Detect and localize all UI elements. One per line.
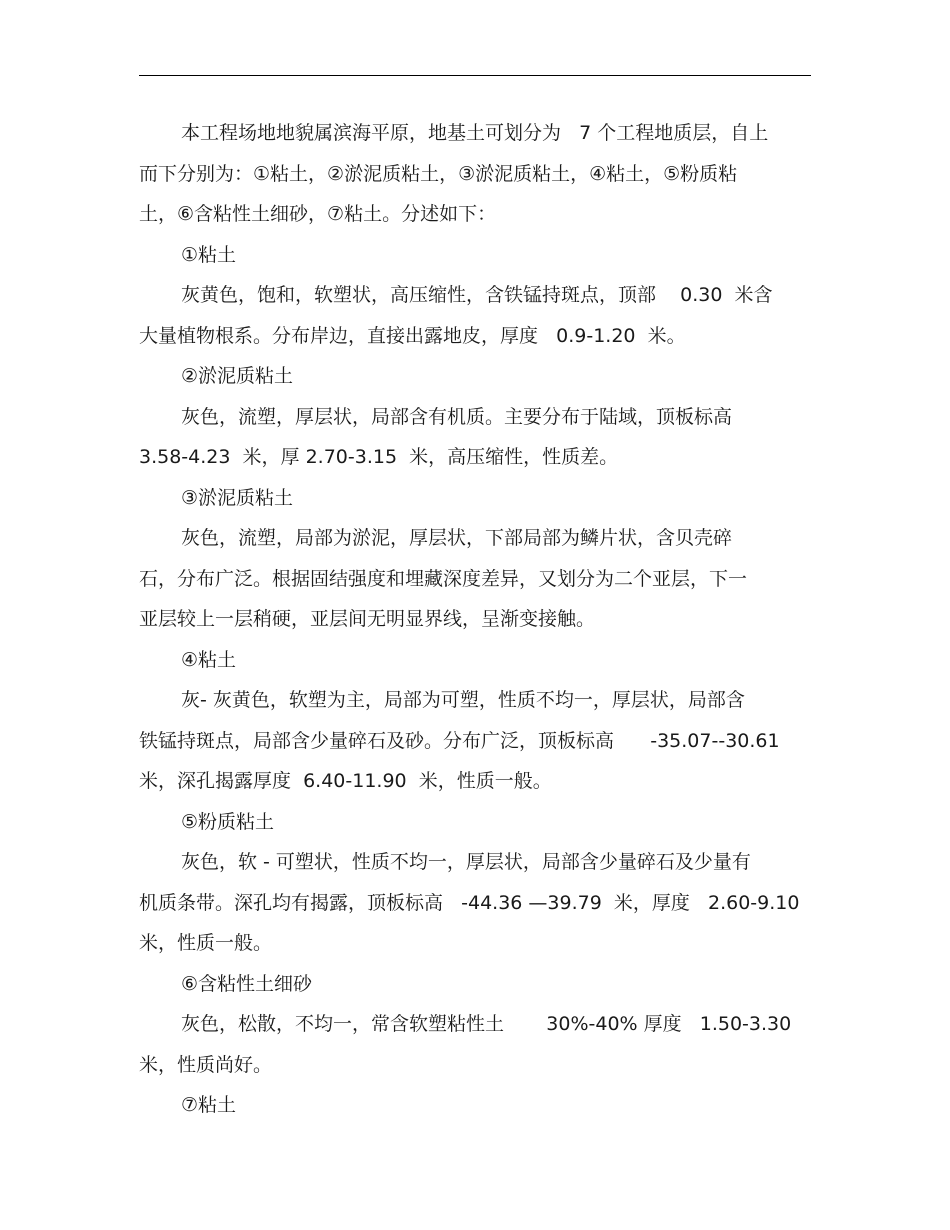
text-line: 铁锰持斑点，局部含少量碎石及砂。分布广泛，顶板标高 -35.07--30.61	[139, 730, 780, 752]
text-line: 米，性质一般。	[139, 932, 273, 954]
text-line: 大量植物根系。分布岸边，直接出露地皮，厚度 0.9-1.20 米。	[139, 325, 686, 347]
text-line: 而下分别为：①粘土，②淤泥质粘土，③淤泥质粘土，④粘土，⑤粉质粘	[139, 163, 738, 185]
text-line: 机质条带。深孔均有揭露，顶板标高 -44.36 —39.79 米，厚度 2.60-9.10	[139, 892, 800, 914]
text-line: 灰- 灰黄色，软塑为主，局部为可塑，性质不均一，厚层状，局部含	[181, 689, 745, 711]
text-line: ③淤泥质粘土	[181, 487, 294, 509]
text-line: ⑦粘土	[181, 1094, 237, 1116]
text-line: ①粘土	[181, 244, 237, 266]
text-line: 3.58-4.23 米，厚 2.70-3.15 米，高压缩性，性质差。	[139, 446, 619, 468]
text-line: 灰黄色，饱和，软塑状，高压缩性，含铁锰持斑点，顶部 0.30 米含	[181, 284, 773, 306]
header-rule	[139, 75, 811, 76]
text-line: 米，深孔揭露厚度 6.40-11.90 米，性质一般。	[139, 770, 552, 792]
text-line: ⑥含粘性土细砂	[181, 973, 313, 995]
text-line: 石，分布广泛。根据固结强度和埋藏深度差异，又划分为二个亚层，下一	[139, 568, 748, 590]
text-line: 亚层较上一层稍硬，亚层间无明显界线，呈渐变接触。	[139, 608, 596, 630]
text-line: 灰色，软 - 可塑状，性质不均一，厚层状，局部含少量碎石及少量有	[181, 851, 751, 873]
text-line: 土，⑥含粘性土细砂，⑦粘土。分述如下：	[139, 203, 497, 225]
text-line: ②淤泥质粘土	[181, 365, 294, 387]
text-line: 灰色，松散，不均一，常含软塑粘性土 30%-40% 厚度 1.50-3.30	[181, 1013, 792, 1035]
text-line: ④粘土	[181, 649, 237, 671]
text-line: 米，性质尚好。	[139, 1054, 273, 1076]
text-line: 灰色，流塑，厚层状，局部含有机质。主要分布于陆域，顶板标高	[181, 406, 733, 428]
text-line: 灰色，流塑，局部为淤泥，厚层状，下部局部为鳞片状，含贝壳碎	[181, 527, 733, 549]
text-line: 本工程场地地貌属滨海平原，地基土可划分为 7 个工程地质层，自上	[181, 122, 769, 144]
text-line: ⑤粉质粘土	[181, 811, 275, 833]
